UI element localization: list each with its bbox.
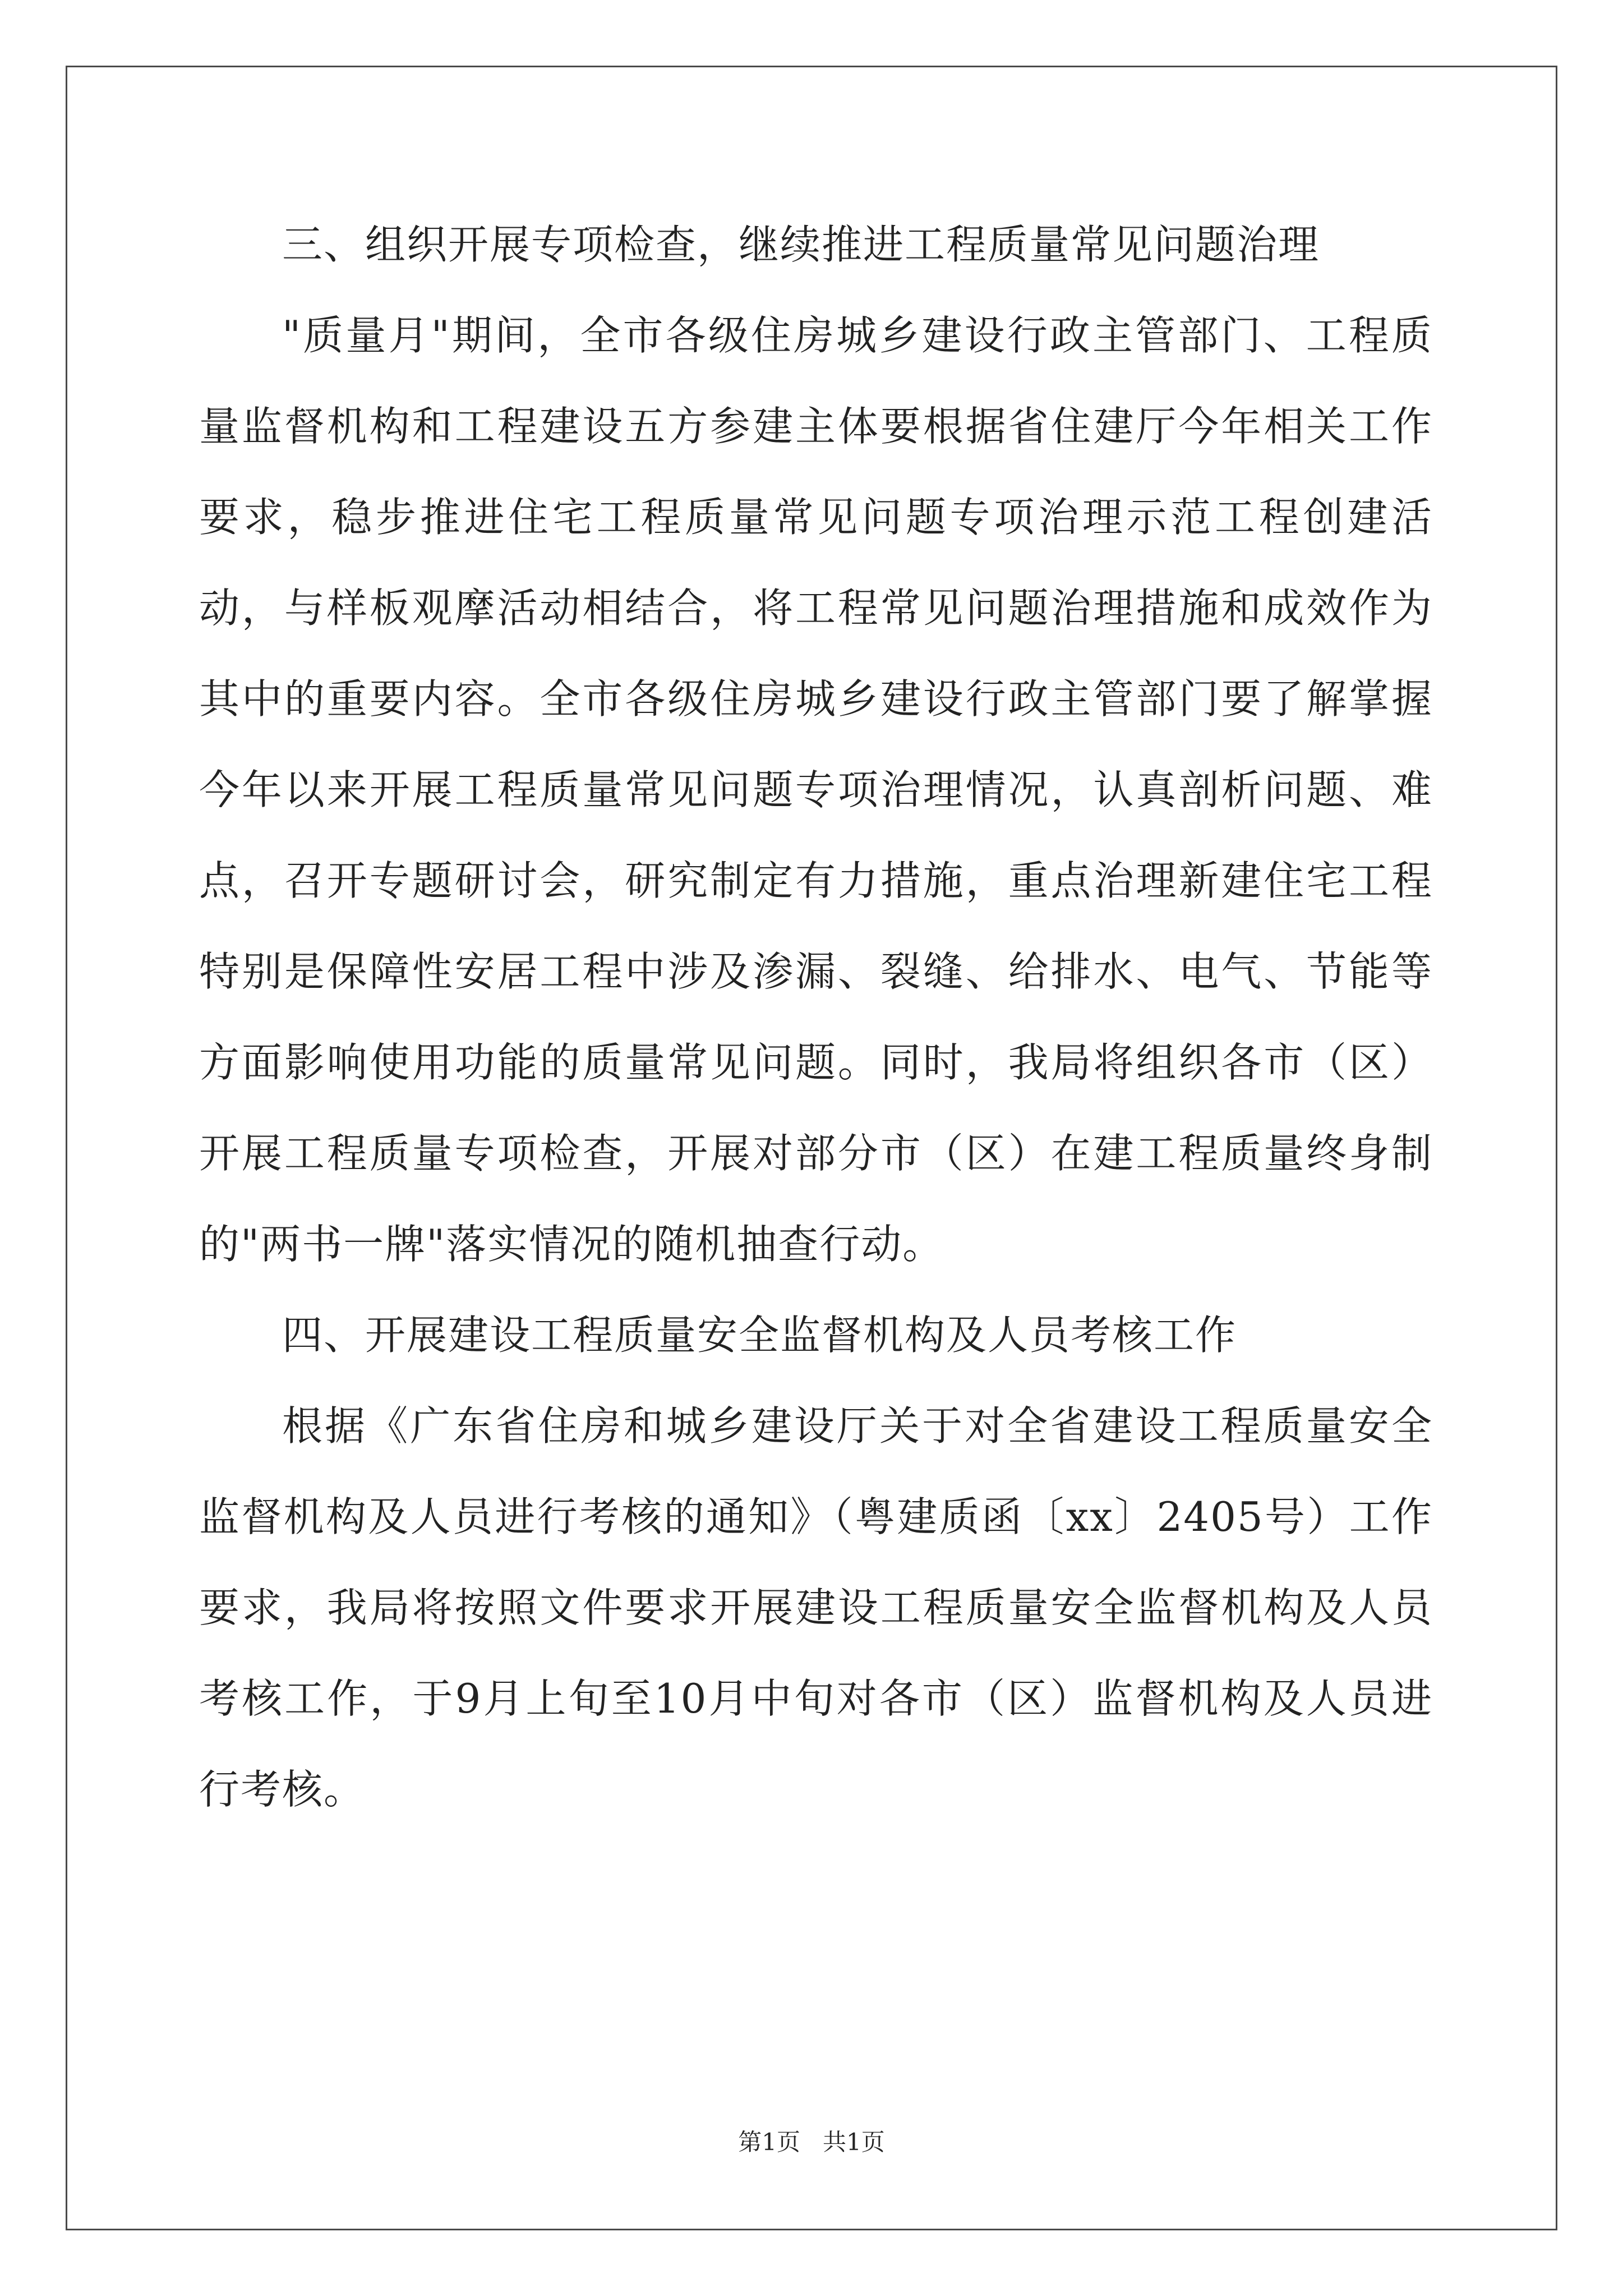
section-4-paragraph: 根据《广东省住房和城乡建设厅关于对全省建设工程质量安全监督机构及人员进行考核的通知》（粤建质函〔xx〕2405号）工作要求，我局将按照文件要求开展建设工程质量安全监督机构及人员考核工作，于9月上旬至10月中旬对各市（区）监督机构及人员进行考核。 bbox=[199, 1402, 1433, 1813]
document-body bbox=[199, 199, 1433, 1835]
section-3-paragraph: "质量月"期间，全市各级住房城乡建设行政主管部门、工程质量监督机构和工程建设五方参建主体要根据省住建厅今年相关工作要求，稳步推进住宅工程质量常见问题专项治理示范工程创建活动，与样板观摩活动相结合，将工程常见问题治理措施和成效作为其中的重要内容。全市各级住房城乡建设行政主管部门要了解掌握今年以来开展工程质量常见问题专项治理情况，认真剖析问题、难点，召开专题研讨会，研究制定有力措施，重点治理新建住宅工程特别是保障性安居工程中涉及渗漏、裂缝、给排水、电气、节能等方面影响使用功能的质量常见问题。同时，我局将组织各市（区）开展工程质量专项检查，开展对部分市（区）在建工程质量终身制的"两书一牌"落实情况的随机抽查行动。 bbox=[199, 312, 1433, 1268]
page-footer: 第1页 共1页 bbox=[738, 2128, 885, 2156]
section-4-heading: 四、开展建设工程质量安全监督机构及人员考核工作 bbox=[282, 1312, 1237, 1359]
section-3-heading: 三、组织开展专项检查，继续推进工程质量常见问题治理 bbox=[282, 221, 1320, 268]
